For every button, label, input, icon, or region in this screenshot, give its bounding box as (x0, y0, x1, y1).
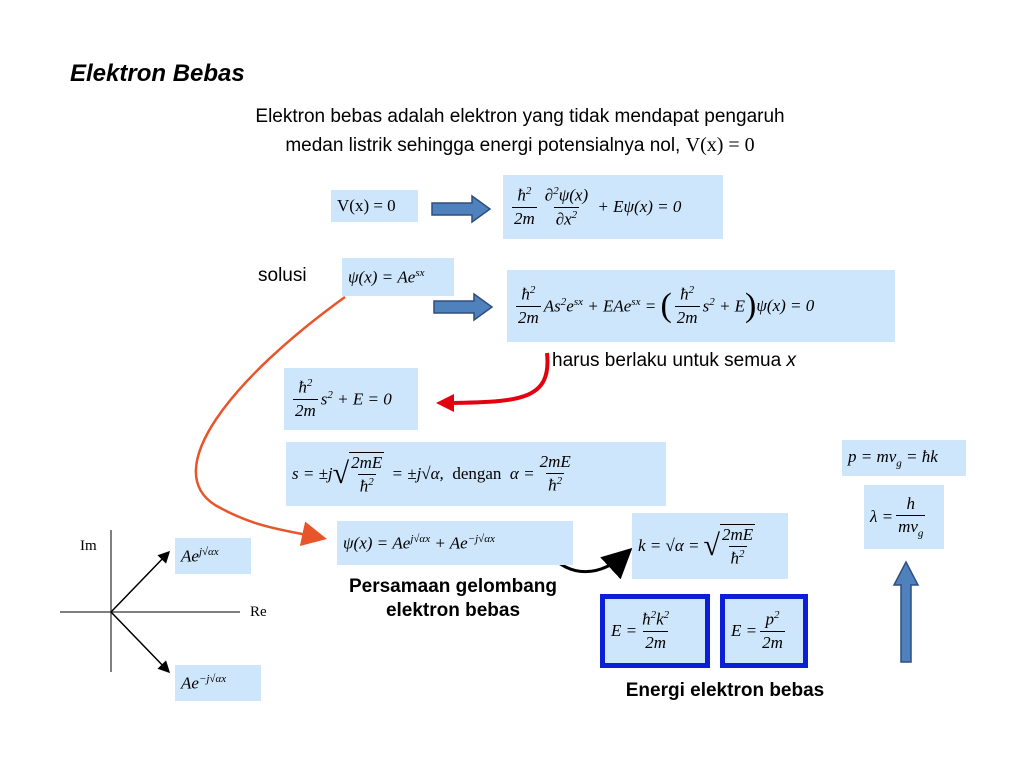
equation-v-zero (331, 190, 418, 222)
equation-substituted: $\frac{ħ^2}{2m}$ $As^2e^{sx} + EAe^{sx}$ = ( $\frac{ħ^2}{2m}$ $s^2 + E$ ) ψ(x) = 0 (507, 270, 895, 342)
equation-de-broglie: λ = $\frac{h}{mv_g}$ (864, 485, 944, 549)
persamaan-line-1: Persamaan gelombang (348, 576, 558, 597)
axis-re-label: Re (250, 604, 267, 620)
equation-wave-function: $\psi(x) = Ae^{j√\alpha x} + Ae^{-j√\alpha x}$ (337, 521, 573, 565)
intro-line-1: Elektron bebas adalah elektron yang tidak mendapat pengaruh (255, 106, 785, 127)
block-arrow-right-icon (432, 196, 490, 222)
intro-line-2: medan listrik sehingga energi potensialnya nol, (285, 135, 681, 156)
axis-im-label: Im (80, 538, 97, 554)
intro-paragraph (150, 103, 890, 160)
intro-math: V(x) = 0 (685, 134, 755, 156)
harus-berlaku-label (552, 350, 796, 372)
persamaan-label (318, 575, 588, 623)
equation-energy-p: E = $\frac{p^2}{2m}$ (720, 594, 808, 668)
equation-momentum: $p = mv_g$ = ħk (842, 440, 966, 476)
solusi-label: solusi (258, 265, 307, 286)
phasor-positive: $Ae^{j√\alpha x}$ (175, 538, 251, 574)
block-arrow-right-icon (434, 294, 492, 320)
equation-characteristic: $\frac{ħ^2}{2m}$ $s^2 + E = 0$ (284, 368, 418, 430)
equation-wave-number: k = √α = √ $\frac{2mE}{ħ^2}$ (632, 513, 788, 579)
equation-roots: s = ±j √ $\frac{2mE}{ħ^2}$ = ±j√α, dengan α = $\frac{2mE}{ħ^2}$ (286, 442, 666, 506)
equation-solution-guess: $\psi(x) = Ae^{sx}$ (342, 258, 454, 296)
equation-schrodinger: $\frac{ħ^2}{2m}$ $\frac{\partial^2\psi(x)}{\partial x^2}$ + Eψ(x) = 0 (503, 175, 723, 239)
harus-berlaku-text: harus berlaku untuk semua (552, 350, 782, 371)
persamaan-line-2: elektron bebas (385, 600, 521, 621)
slide-title: Elektron Bebas (70, 60, 245, 87)
equation-v-zero-text: V(x) = 0 (337, 196, 396, 215)
curved-red-arrow-icon (436, 353, 548, 412)
energi-label: Energi elektron bebas (625, 680, 825, 701)
phasor-negative: $Ae^{-j√\alpha x}$ (175, 665, 261, 701)
harus-berlaku-var: x (786, 350, 796, 371)
block-arrow-up-icon (894, 562, 918, 662)
equation-energy-k: E = $\frac{ħ^2k^2}{2m}$ (600, 594, 710, 668)
